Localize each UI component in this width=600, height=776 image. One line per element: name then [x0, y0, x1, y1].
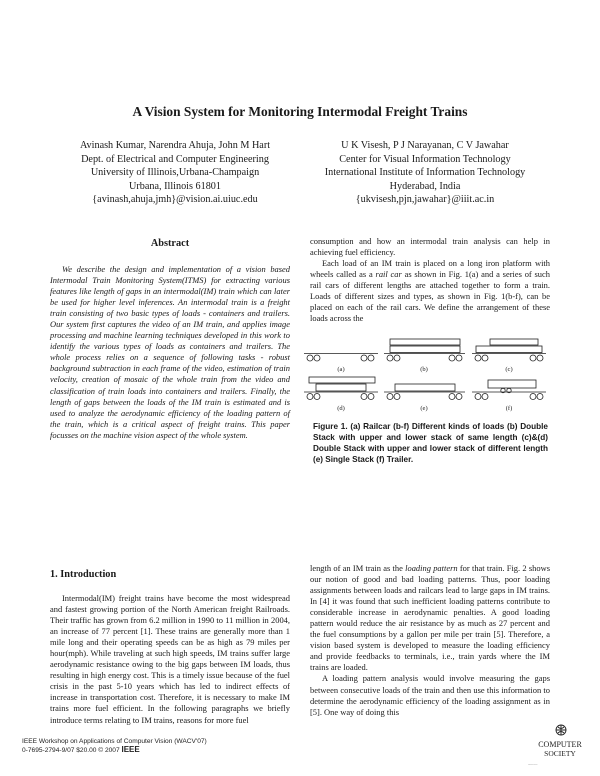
author-block-left — [40, 139, 310, 207]
author-line: Avinash Kumar, Narendra Ahuja, John M Hart — [79, 140, 271, 151]
paragraph-gap-analysis: A loading pattern analysis would involve measuring the gaps between consecutive loads of the train and then use this information to determine the aerodynamic efficiency of the loading assignment as in [5]. One way of doing this — [310, 673, 550, 717]
figure-caption: Figure 1. (a) Railcar (b-f) Different kinds of loads (b) Double Stack with upper and lower stack of same length (c)&(d) Double Stack with upper and lower stack of different length (e) Single Stack (f) Trailer. — [313, 422, 548, 465]
footer-copyright-line — [22, 746, 207, 755]
figure-d-double-stack — [304, 377, 378, 400]
figure-b-double-stack — [384, 339, 465, 361]
author-block-right — [290, 139, 560, 207]
introduction-heading: 1. Introduction — [50, 569, 117, 580]
continuation-text: consumption and how an intermodal train analysis can help in achieving fuel efficiency. — [310, 236, 550, 258]
text-span: Each load of an IM train is placed on a long iron platform with wheels called as a — [310, 258, 550, 280]
paragraph-railcar — [310, 258, 550, 324]
figure-railcar-diagram — [300, 338, 550, 420]
author-email: {ukvisesh,pjn,jawahar}@iiit.ac.in — [355, 194, 495, 206]
abstract-body — [50, 264, 290, 441]
logo-text-computer: COMPUTER — [538, 740, 582, 749]
author-line: International Institute of Information Technology — [324, 167, 526, 179]
author-line: University of Illinois,Urbana-Champaign — [90, 167, 260, 179]
figure-a-railcar — [304, 354, 378, 362]
right-column-bottom — [310, 563, 550, 718]
logo-text — [528, 764, 538, 766]
figure-label-c: (c) — [505, 366, 513, 373]
introduction-body — [50, 593, 290, 726]
paper-title: A Vision System for Monitoring Intermodal Freight Trains — [132, 104, 468, 119]
term-rail-car: rail car — [375, 269, 402, 280]
figure-label-f: (f) — [505, 405, 513, 412]
author-line: Dept. of Electrical and Computer Engineering — [81, 153, 269, 165]
figure-label-e: (e) — [420, 405, 428, 412]
text-span: for that train. Fig. 2 shows our notion of good and bad loading patterns. Thus, poor loading assignments between loads and railcars lead to large gaps in IM trains. In [4] it was found that such inefficient loading patterns contribute to considerable increase in aerodynamic penalties. A good loading pattern would reduce the air resistance by as much as 27 percent and the fuel consumptions by a gallon per mile per train [5]. Therefore, a vision based system is developed to measure the loading efficiency and provide feedbacks to terminals, i.e., train yards where the IM trains are loaded. — [310, 563, 550, 673]
figure-e-single-stack — [384, 384, 465, 400]
text-span: length of an IM train as the — [310, 563, 406, 573]
computer-society-logo — [528, 722, 592, 766]
introduction-text: Intermodal(IM) freight trains have become the most widespread and fastest growing portion of the North American freight Railroads. Their traffic has grown from 6.2 million in 1990 to 11 million in 2004, an increase of 77 percent [1]. These trains are generally more than 1 mile long and their operating speeds can be as high as 79 miles per hour(mph). While traveling at such high speeds, IM trains suffer large aerodynamic resistance owing to the big gaps between IM loads, thus resulting in high energy cost. This is a timely issue because of the fuel crisis in the past 5-10 years which has led to indirect effects of increase in transportation cost. Therefore, it is necessary to make IM trains more fuel efficient. In the following paragraphs we briefly introduce terms relating to IM trains, reasons for more fuel — [50, 593, 290, 725]
figure-label-a: (a) — [337, 366, 345, 373]
figure-c-double-stack — [472, 339, 546, 361]
page-footer — [22, 738, 207, 756]
paragraph-loading-pattern — [310, 563, 550, 673]
figure-label-b: (b) — [420, 366, 428, 373]
author-line: Center for Visual Information Technology — [339, 153, 511, 165]
ieee-wordmark: IEEE — [121, 745, 140, 755]
term-loading-pattern: loading pattern — [405, 563, 458, 573]
abstract-heading: Abstract — [150, 238, 190, 249]
text-span: as shown in Fig. 1(a) and a series of such rail cars of different lengths are attached together to form a train. Loads of different sizes and types, as shown in Fig. 1(b-f), can be placed on each of the rail cars. We define the arrangement of these loads across the — [310, 269, 550, 324]
author-line: U K Visesh, P J Narayanan, C V Jawahar — [341, 140, 509, 151]
logo-text-society: SOCIETY — [544, 749, 576, 758]
figure-label-d: (d) — [337, 405, 345, 412]
author-line: Urbana, Illinois 61801 — [129, 180, 221, 192]
figure-f-trailer — [472, 380, 546, 400]
footer-copyright: 0-7695-2794-9/07 $20.00 © 2007 — [22, 747, 120, 755]
footer-workshop: IEEE Workshop on Applications of Computer Vision (WACV'07) — [22, 738, 207, 745]
author-line: Hyderabad, India — [389, 180, 461, 192]
abstract-text: We describe the design and implementation of a vision based Intermodal Train Monitoring System(ITMS) for extracting various features like length of gaps in an intermodal(IM) train which can later be used for higher level inferences. An intermodal train is a freight train consisting of two basic types of loads - containers and trailers. Our system first captures the video of an IM train, and applies image processing and machine learning techniques developed in this work to identify the various types of loads as containers and trailers. The whole process relies on a sequence of following tasks - robust background subtraction in each frame of the video, estimation of train velocity, creation of mosaic of the whole train from the video and classification of train loads into containers and trailers. Finally, the length of gaps between the loads of the IM train is estimated and is used to analyze the aerodynamic efficiency of the loading pattern of the train, which is a critical aspect of freight trains. This paper focusses on the machine vision aspect of the whole system. — [50, 264, 290, 440]
right-column-top — [310, 236, 550, 324]
author-email: {avinash,ahuja,jmh}@vision.ai.uiuc.edu — [92, 194, 258, 206]
